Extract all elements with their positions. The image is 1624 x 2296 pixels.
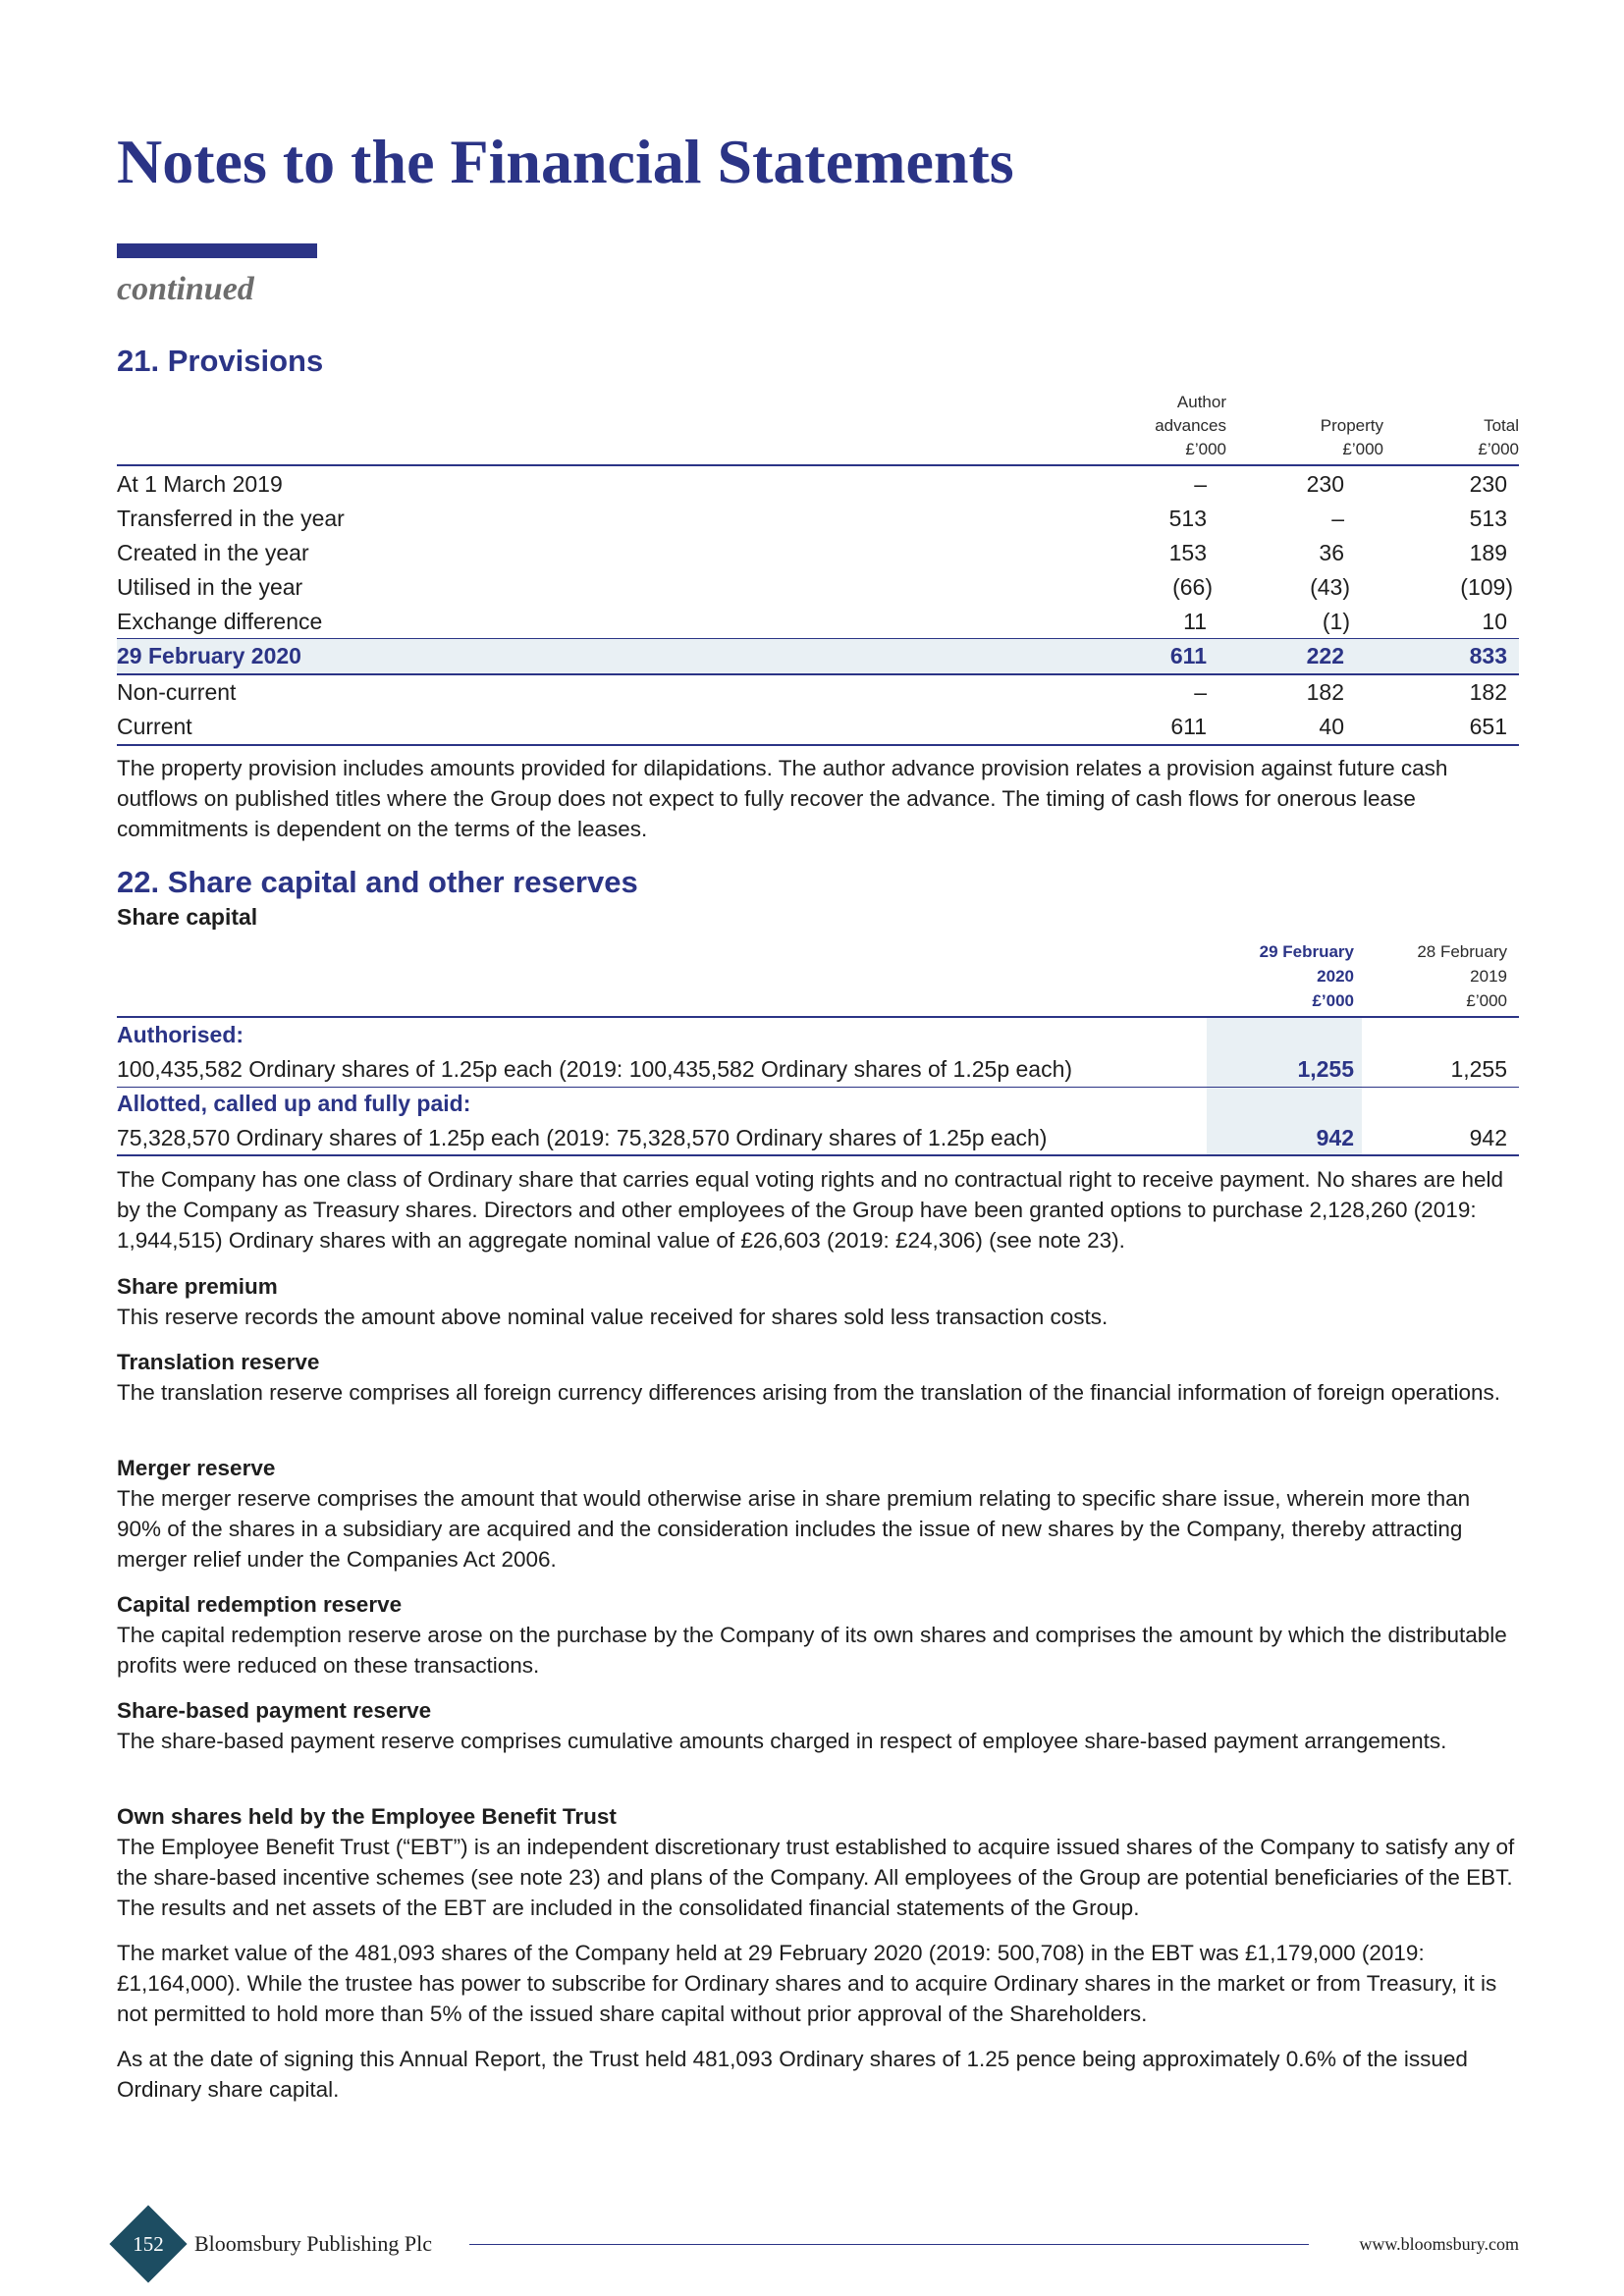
- footer-rule: [469, 2244, 1309, 2245]
- table-row: Current 611 40 651: [117, 714, 1507, 739]
- col-header-2019: 28 February 2019 £’000: [1417, 942, 1507, 1010]
- authorised-label: Authorised:: [117, 1022, 244, 1047]
- table-row: Utilised in the year (66) (43) (109): [117, 574, 1513, 600]
- allotted-label: Allotted, called up and fully paid:: [117, 1091, 471, 1116]
- ebt-text: The Employee Benefit Trust (“EBT”) is an independent discretionary trust established to acquire issued shares of the Company to satisfy any of the share-based incentive schemes (see note 23) and plans of the Company. All employees of the Group are potential beneficiaries of the EBT. The results and net assets of the EBT are included in the consolidated financial statements of the Group.: [117, 1835, 1515, 1920]
- ebt-paragraph-2: The market value of the 481,093 shares of the Company held at 29 February 2020 (2019: 500,708) in the EBT was £1,179,000 (2019: £1,164,000). While the trustee has power to subscribe for Ordinary shares and to acquire Ordinary shares in the market or from Treasury, it is not permitted to hold more than 5% of the issued share capital without prior approval of the Shareholders.: [117, 1941, 1497, 2026]
- note-22-heading: 22. Share capital and other reserves: [117, 865, 638, 899]
- table-row: Created in the year 153 36 189: [117, 540, 1507, 565]
- footer-company-name: Bloomsbury Publishing Plc: [194, 2231, 433, 2256]
- footer-website: www.bloomsbury.com: [1359, 2234, 1519, 2254]
- share-based-payment-text: The share-based payment reserve comprises cumulative amounts charged in respect of employee share-based payment arrangements.: [117, 1729, 1447, 1753]
- page-number: 152: [133, 2232, 164, 2256]
- translation-reserve-heading: Translation reserve: [117, 1350, 320, 1374]
- share-premium-heading: Share premium: [117, 1274, 278, 1299]
- table-row: At 1 March 2019 – 230 230: [117, 471, 1507, 497]
- col-header-2020: 29 February 2020 £’000: [1259, 942, 1354, 1010]
- share-table-header-rule: [117, 1016, 1519, 1018]
- page-title: Notes to the Financial Statements: [117, 127, 1014, 196]
- provisions-paragraph: The property provision includes amounts provided for dilapidations. The author advance provision relates a provision against future cash outflows on published titles where the Group does not expect to fully recover the advance. The timing of cash flows for onerous lease commitments is dependent on the terms of the leases.: [117, 756, 1448, 841]
- continued-label: continued: [117, 271, 254, 307]
- table-row: Non-current – 182 182: [117, 679, 1507, 705]
- note-21-heading: 21. Provisions: [117, 344, 324, 378]
- title-rule: [117, 243, 317, 258]
- capital-redemption-heading: Capital redemption reserve: [117, 1592, 403, 1617]
- table-bottom-rule: [117, 744, 1519, 746]
- col-header-author-advances: Author advances £’000: [1155, 393, 1226, 458]
- table-row: 100,435,582 Ordinary shares of 1.25p each (2019: 100,435,582 Ordinary shares of 1.25p each) 1,255 1,255: [117, 1056, 1507, 1082]
- col-header-property: Property £’000: [1320, 416, 1383, 458]
- merger-reserve-text: The merger reserve comprises the amount that would otherwise arise in share premium relating to specific share issue, wherein more than 90% of the shares in a subsidiary are acquired and the consideration includes the issue of new shares by the Company, thereby attracting merger relief under the Companies Act 2006.: [117, 1486, 1471, 1572]
- ebt-heading: Own shares held by the Employee Benefit Trust: [117, 1804, 617, 1829]
- col-header-total: Total £’000: [1478, 416, 1519, 458]
- share-table-bottom-rule: [117, 1154, 1519, 1156]
- table-row-total: 29 February 2020 611 222 833: [117, 639, 1519, 673]
- table-row: 75,328,570 Ordinary shares of 1.25p each (2019: 75,328,570 Ordinary shares of 1.25p each) 942 942: [117, 1125, 1507, 1150]
- table-row: Exchange difference 11 (1) 10: [117, 609, 1507, 634]
- share-premium-text: This reserve records the amount above nominal value received for shares sold less transaction costs.: [117, 1305, 1109, 1329]
- table-header-rule: [117, 464, 1519, 466]
- share-capital-subheading: Share capital: [117, 904, 258, 930]
- merger-reserve-heading: Merger reserve: [117, 1456, 276, 1480]
- capital-redemption-text: The capital redemption reserve arose on the purchase by the Company of its own shares and comprises the amount by which the distributable profits were reduced on these transactions.: [117, 1623, 1507, 1678]
- table-row: Transferred in the year 513 – 513: [117, 506, 1507, 531]
- ebt-paragraph-3: As at the date of signing this Annual Report, the Trust held 481,093 Ordinary shares of 1.25 pence being approximately 0.6% of the issued Ordinary share capital.: [117, 2047, 1468, 2102]
- share-based-payment-heading: Share-based payment reserve: [117, 1698, 432, 1723]
- share-capital-paragraph: The Company has one class of Ordinary share that carries equal voting rights and no contractual right to receive payment. No shares are held by the Company as Treasury shares. Directors and other employees of the Group have been granted options to purchase 2,128,260 (2019: 1,944,515) Ordinary shares with an aggregate nominal value of £26,603 (2019: £24,306) (see note 23).: [117, 1167, 1503, 1253]
- translation-reserve-text: The translation reserve comprises all foreign currency differences arising from the translation of the financial information of foreign operations.: [117, 1380, 1501, 1405]
